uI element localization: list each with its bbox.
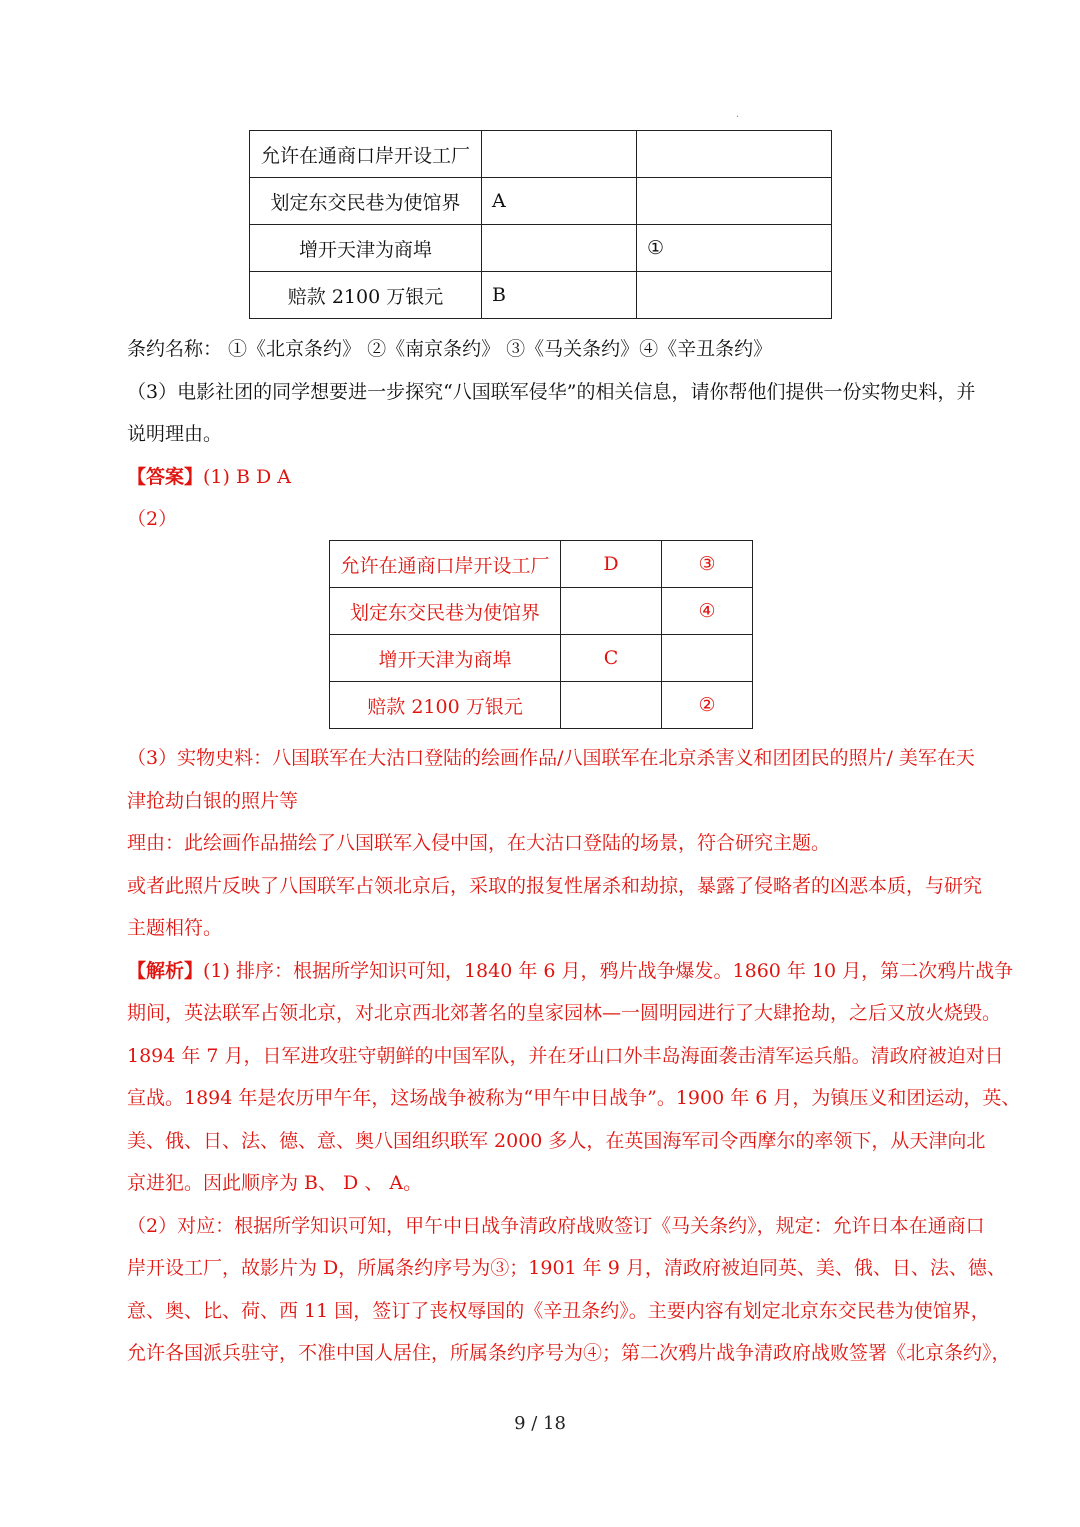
table-row [330, 682, 753, 729]
table-cell: D [561, 541, 662, 588]
table-cell: 赔款 2100 万银元 [330, 682, 561, 729]
table-row [330, 635, 753, 682]
table-cell: B [482, 272, 637, 319]
table-cell [637, 131, 832, 178]
answer-label: 【答案】 [127, 466, 204, 488]
question-table [249, 130, 832, 319]
analysis-line-4: 宣战。1894 年是农历甲午年，这场战争被称为“甲午中日战争”。1900 年 6 月，为镇压义和团运动，英、 [127, 1087, 1021, 1109]
analysis-p2-line-1: （2）对应：根据所学知识可知，甲午中日战争清政府战败签订《马关条约》，规定：允许日本在通商口 [127, 1215, 985, 1237]
scan-speck: · [736, 112, 740, 123]
table-cell: A [482, 178, 637, 225]
question-3-line-2: 说明理由。 [127, 423, 223, 445]
answer-part-1: (1) B D A [203, 466, 291, 488]
analysis-line-2: 期间，英法联军占领北京，对北京西北郊著名的皇家园林—一圆明园进行了大肆抢劫，之后又放火烧毁。 [127, 1002, 1002, 1024]
analysis-line-3: 1894 年 7 月，日军进攻驻守朝鲜的中国军队，并在牙山口外丰岛海面袭击清军运兵船。清政府被迫对日 [127, 1045, 1004, 1067]
table-cell: ② [662, 682, 753, 729]
analysis-line-6: 京进犯。因此顺序为 B、 D 、 A。 [127, 1172, 423, 1194]
table-cell [637, 272, 832, 319]
answer-part-3-line-2: 津抢劫白银的照片等 [127, 790, 299, 812]
table-cell: 允许在通商口岸开设工厂 [250, 131, 482, 178]
table-row [330, 588, 753, 635]
table-cell: 赔款 2100 万银元 [250, 272, 482, 319]
answer-heading [127, 464, 987, 490]
table-row [250, 178, 832, 225]
answer-part-3-line-1: （3）实物史料：八国联军在大沽口登陆的绘画作品/八国联军在北京杀害义和团团民的照片/ 美军在天 [127, 747, 975, 769]
table-cell: 允许在通商口岸开设工厂 [330, 541, 561, 588]
answer-reason-line-1: 理由：此绘画作品描绘了八国联军入侵中国，在大沽口登陆的场景，符合研究主题。 [127, 832, 831, 854]
table-cell: 增开天津为商埠 [330, 635, 561, 682]
table-row [250, 225, 832, 272]
table-cell: ④ [662, 588, 753, 635]
table-cell: 划定东交民巷为使馆界 [330, 588, 561, 635]
table-cell [662, 635, 753, 682]
question-3-line-1: （3）电影社团的同学想要进一步探究“八国联军侵华”的相关信息，请你帮他们提供一份实物史料，并 [127, 381, 976, 403]
table-row [330, 541, 753, 588]
analysis-line-5: 美、俄、日、法、德、意、奥八国组织联军 2000 多人，在英国海军司令西摩尔的率领下，从天津向北 [127, 1130, 986, 1152]
answer-part-2-label: （2） [127, 508, 178, 530]
table-cell [561, 588, 662, 635]
table-cell [482, 131, 637, 178]
table-cell: ① [637, 225, 832, 272]
analysis-p2-line-4: 允许各国派兵驻守，不准中国人居住，所属条约序号为④；第二次鸦片战争清政府战败签署《北京条约》， [127, 1342, 1011, 1364]
table-cell: 划定东交民巷为使馆界 [250, 178, 482, 225]
table-row [250, 272, 832, 319]
table-row [250, 131, 832, 178]
analysis-line-1 [127, 958, 1014, 984]
answer-reason-line-3: 主题相符。 [127, 917, 223, 939]
analysis-text: (1) 排序：根据所学知识可知，1840 年 6 月，鸦片战争爆发。1860 年 10 月，第二次鸦片战争 [203, 960, 1014, 982]
answer-reason-line-2: 或者此照片反映了八国联军占领北京后，采取的报复性屠杀和劫掠，暴露了侵略者的凶恶本质，与研究 [127, 875, 983, 897]
table-cell: C [561, 635, 662, 682]
analysis-p2-line-3: 意、奥、比、荷、西 11 国，签订了丧权辱国的《辛丑条约》。主要内容有划定北京东交民巷为使馆界， [127, 1300, 990, 1322]
table-cell: ③ [662, 541, 753, 588]
table-cell [637, 178, 832, 225]
table-cell [482, 225, 637, 272]
treaty-names: 条约名称： ①《北京条约》 ②《南京条约》 ③《马关条约》④《辛丑条约》 [127, 338, 773, 360]
analysis-p2-line-2: 岸开设工厂，故影片为 D，所属条约序号为③；1901 年 9 月，清政府被迫同英、美、俄、日、法、德、 [127, 1257, 1006, 1279]
page-number: 9 / 18 [514, 1413, 566, 1434]
table-cell: 增开天津为商埠 [250, 225, 482, 272]
answer-table [329, 540, 753, 729]
analysis-label: 【解析】 [127, 960, 204, 982]
table-cell [561, 682, 662, 729]
